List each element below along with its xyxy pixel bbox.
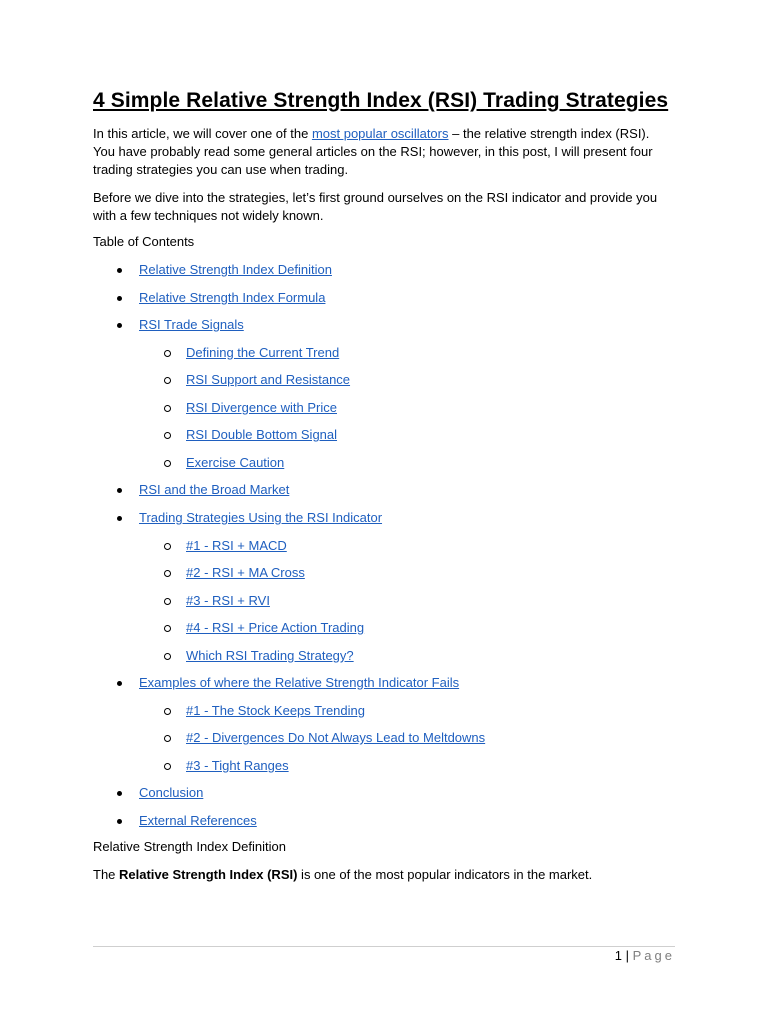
circle-bullet-icon: [164, 735, 171, 742]
toc-item: [186, 537, 287, 555]
toc-link[interactable]: #3 - Tight Ranges: [186, 758, 289, 773]
circle-bullet-icon: [164, 598, 171, 605]
toc-item: [186, 454, 284, 472]
toc-item: [139, 509, 382, 527]
toc-item: [186, 619, 364, 637]
bullet-icon: [117, 323, 122, 328]
toc-item: [186, 757, 289, 775]
definition-bold-term: Relative Strength Index (RSI): [119, 867, 298, 882]
toc-link[interactable]: RSI Support and Resistance: [186, 372, 351, 387]
toc-link[interactable]: Trading Strategies Using the RSI Indicator: [139, 510, 383, 525]
toc-item: [186, 702, 365, 720]
toc-link[interactable]: Defining the Current Trend: [186, 345, 340, 360]
toc-item: [139, 261, 332, 279]
bullet-icon: [117, 516, 122, 521]
circle-bullet-icon: [164, 377, 171, 384]
toc-link[interactable]: Which RSI Trading Strategy?: [186, 648, 354, 663]
toc-item: [186, 426, 337, 444]
intro-text-after: – the relative strength index (RSI). You have probably read some general articles on the RSI; however, in this post, I will present four trading strategies you can use when trading.: [93, 126, 653, 177]
toc-link[interactable]: #4 - RSI + Price Action Trading: [186, 620, 365, 635]
bullet-icon: [117, 296, 122, 301]
circle-bullet-icon: [164, 350, 171, 357]
section-heading: Relative Strength Index Definition: [93, 839, 286, 854]
toc-item: [186, 344, 339, 362]
toc-link[interactable]: Relative Strength Index Definition: [139, 262, 332, 277]
definition-paragraph: [93, 866, 673, 884]
toc-item: [139, 481, 289, 499]
toc-item: [186, 647, 354, 665]
page-footer: [615, 947, 675, 965]
circle-bullet-icon: [164, 543, 171, 550]
toc-item: [139, 289, 325, 307]
intro-text-before: In this article, we will cover one of the: [93, 126, 312, 141]
toc-link[interactable]: #2 - Divergences Do Not Always Lead to Meltdowns: [186, 730, 486, 745]
circle-bullet-icon: [164, 625, 171, 632]
bullet-icon: [117, 681, 122, 686]
circle-bullet-icon: [164, 708, 171, 715]
toc-item: [139, 674, 459, 692]
toc-link[interactable]: Examples of where the Relative Strength Indicator Fails: [139, 675, 460, 690]
definition-suffix: is one of the most popular indicators in the market.: [297, 867, 593, 882]
circle-bullet-icon: [164, 653, 171, 660]
page-number: 1: [614, 948, 623, 963]
circle-bullet-icon: [164, 763, 171, 770]
toc-item: [186, 592, 270, 610]
bullet-icon: [117, 268, 122, 273]
toc-item: [139, 784, 203, 802]
circle-bullet-icon: [164, 432, 171, 439]
toc-link[interactable]: #1 - The Stock Keeps Trending: [186, 703, 365, 718]
bullet-icon: [117, 488, 122, 493]
toc-item: [186, 564, 305, 582]
second-paragraph: Before we dive into the strategies, let’s first ground ourselves on the RSI indicator and provide you with a few techniques not widely known.: [93, 190, 658, 223]
toc-link[interactable]: External References: [139, 813, 257, 828]
toc-item: [139, 812, 257, 830]
toc-link[interactable]: Relative Strength Index Formula: [139, 290, 326, 305]
circle-bullet-icon: [164, 570, 171, 577]
toc-item: [139, 316, 244, 334]
footer-separator: |: [622, 948, 633, 963]
intro-paragraph: [93, 125, 673, 179]
definition-prefix: The: [93, 867, 120, 882]
toc-item: [186, 729, 485, 747]
toc-link[interactable]: #1 - RSI + MACD: [186, 538, 287, 553]
toc-link[interactable]: Exercise Caution: [186, 455, 285, 470]
toc-link[interactable]: RSI Trade Signals: [139, 317, 244, 332]
page-label: Page: [632, 948, 675, 963]
most-popular-oscillators-link[interactable]: most popular oscillators: [311, 126, 449, 141]
circle-bullet-icon: [164, 405, 171, 412]
toc-link[interactable]: RSI Divergence with Price: [186, 400, 337, 415]
bullet-icon: [117, 819, 122, 824]
bullet-icon: [117, 791, 122, 796]
circle-bullet-icon: [164, 460, 171, 467]
toc-link[interactable]: #2 - RSI + MA Cross: [186, 565, 305, 580]
toc-item: [186, 399, 337, 417]
toc-link[interactable]: #3 - RSI + RVI: [186, 593, 270, 608]
toc-link[interactable]: RSI Double Bottom Signal: [186, 427, 338, 442]
toc-heading: Table of Contents: [93, 234, 195, 249]
toc-item: [186, 371, 350, 389]
toc-link[interactable]: RSI and the Broad Market: [139, 482, 290, 497]
toc-link[interactable]: Conclusion: [139, 785, 204, 800]
document-title: 4 Simple Relative Strength Index (RSI) Trading Strategies: [93, 89, 669, 112]
footer-divider: [93, 946, 675, 947]
